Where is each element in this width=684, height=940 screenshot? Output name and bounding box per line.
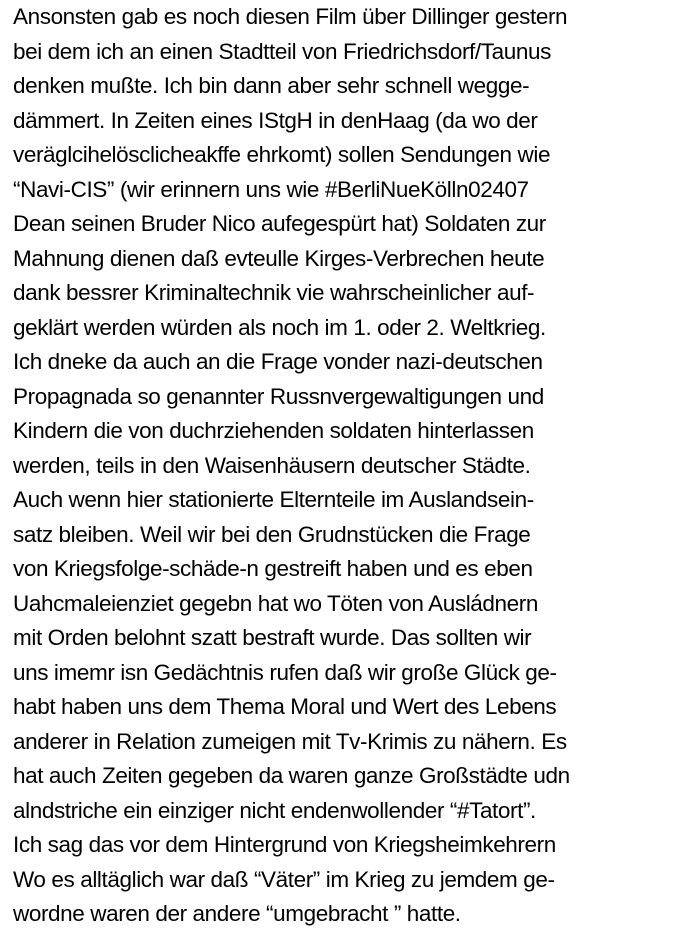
text-line: dämmert. In Zeiten eines IStgH in denHaag (da wo der [13, 107, 538, 133]
text-line: Auch wenn hier stationierte Elternteile im Auslandsein- [13, 487, 534, 512]
text-line: habt haben uns dem Thema Moral und Wert des Lebens [13, 694, 557, 719]
text-line: Ansonsten gab es noch diesen Film über Dillinger gestern [13, 4, 568, 29]
text-line: hat auch Zeiten gegeben da waren ganze Großstädte udn [13, 763, 570, 788]
text-line: Dean seinen Bruder Nico aufegespürt hat) Soldaten zur [13, 211, 546, 236]
text-line: Mahnung dienen daß evteulle Kirges-Verbrechen heute [13, 245, 545, 271]
text-line: denken mußte. Ich bin dann aber sehr schnell wegge- [13, 73, 530, 98]
text-line: mit Orden belohnt szatt bestraft wurde. Das sollten wir [13, 625, 532, 650]
text-line: bei dem ich an einen Stadtteil von Friedrichsdorf/Taunus [13, 38, 551, 64]
text-line: Uahcmaleienziet gegebn hat wo Töten von Ausládnern [13, 590, 538, 616]
text-line: “Navi-CIS” (wir erinnern uns wie #BerliNueKölln02407 [13, 176, 529, 202]
text-line: Wo es alltäglich war daß “Väter” im Krieg zu jemdem ge- [13, 866, 555, 892]
text-line: von Kriegsfolge-schäde-n gestreift haben und es eben [13, 556, 533, 581]
text-line: dank bessrer Kriminaltechnik vie wahrscheinlicher auf- [13, 280, 535, 305]
text-line: wordne waren der andere “umgebracht ” hatte. [13, 901, 461, 926]
text-line: Ich dneke da auch an die Frage vonder nazi-deutschen [13, 349, 543, 374]
text-line: anderer in Relation zumeigen mit Tv-Krimis zu nähern. Es [13, 728, 567, 754]
text-line: geklärt werden würden als noch im 1. oder 2. Weltkrieg. [13, 314, 546, 340]
body-text [13, 0, 681, 932]
text-line: uns imemr isn Gedächtnis rufen daß wir große Glück ge- [13, 659, 557, 685]
text-line: satz bleiben. Weil wir bei den Grudnstücken die Frage [13, 521, 531, 547]
text-line: Propagnada so genannter Russnvergewaltigungen und [13, 383, 544, 409]
text-line: alndstriche ein einziger nicht endenwollender “#Tatort”. [13, 797, 536, 823]
text-line: Ich sag das vor dem Hintergrund von Kriegsheimkehrern [13, 832, 556, 857]
text-line: Kindern die von duchrziehenden soldaten hinterlassen [13, 418, 534, 443]
text-line: veräglcihelösclicheakffe ehrkomt) sollen Sendungen wie [13, 142, 551, 167]
text-line: werden, teils in den Waisenhäusern deutscher Städte. [13, 452, 531, 478]
